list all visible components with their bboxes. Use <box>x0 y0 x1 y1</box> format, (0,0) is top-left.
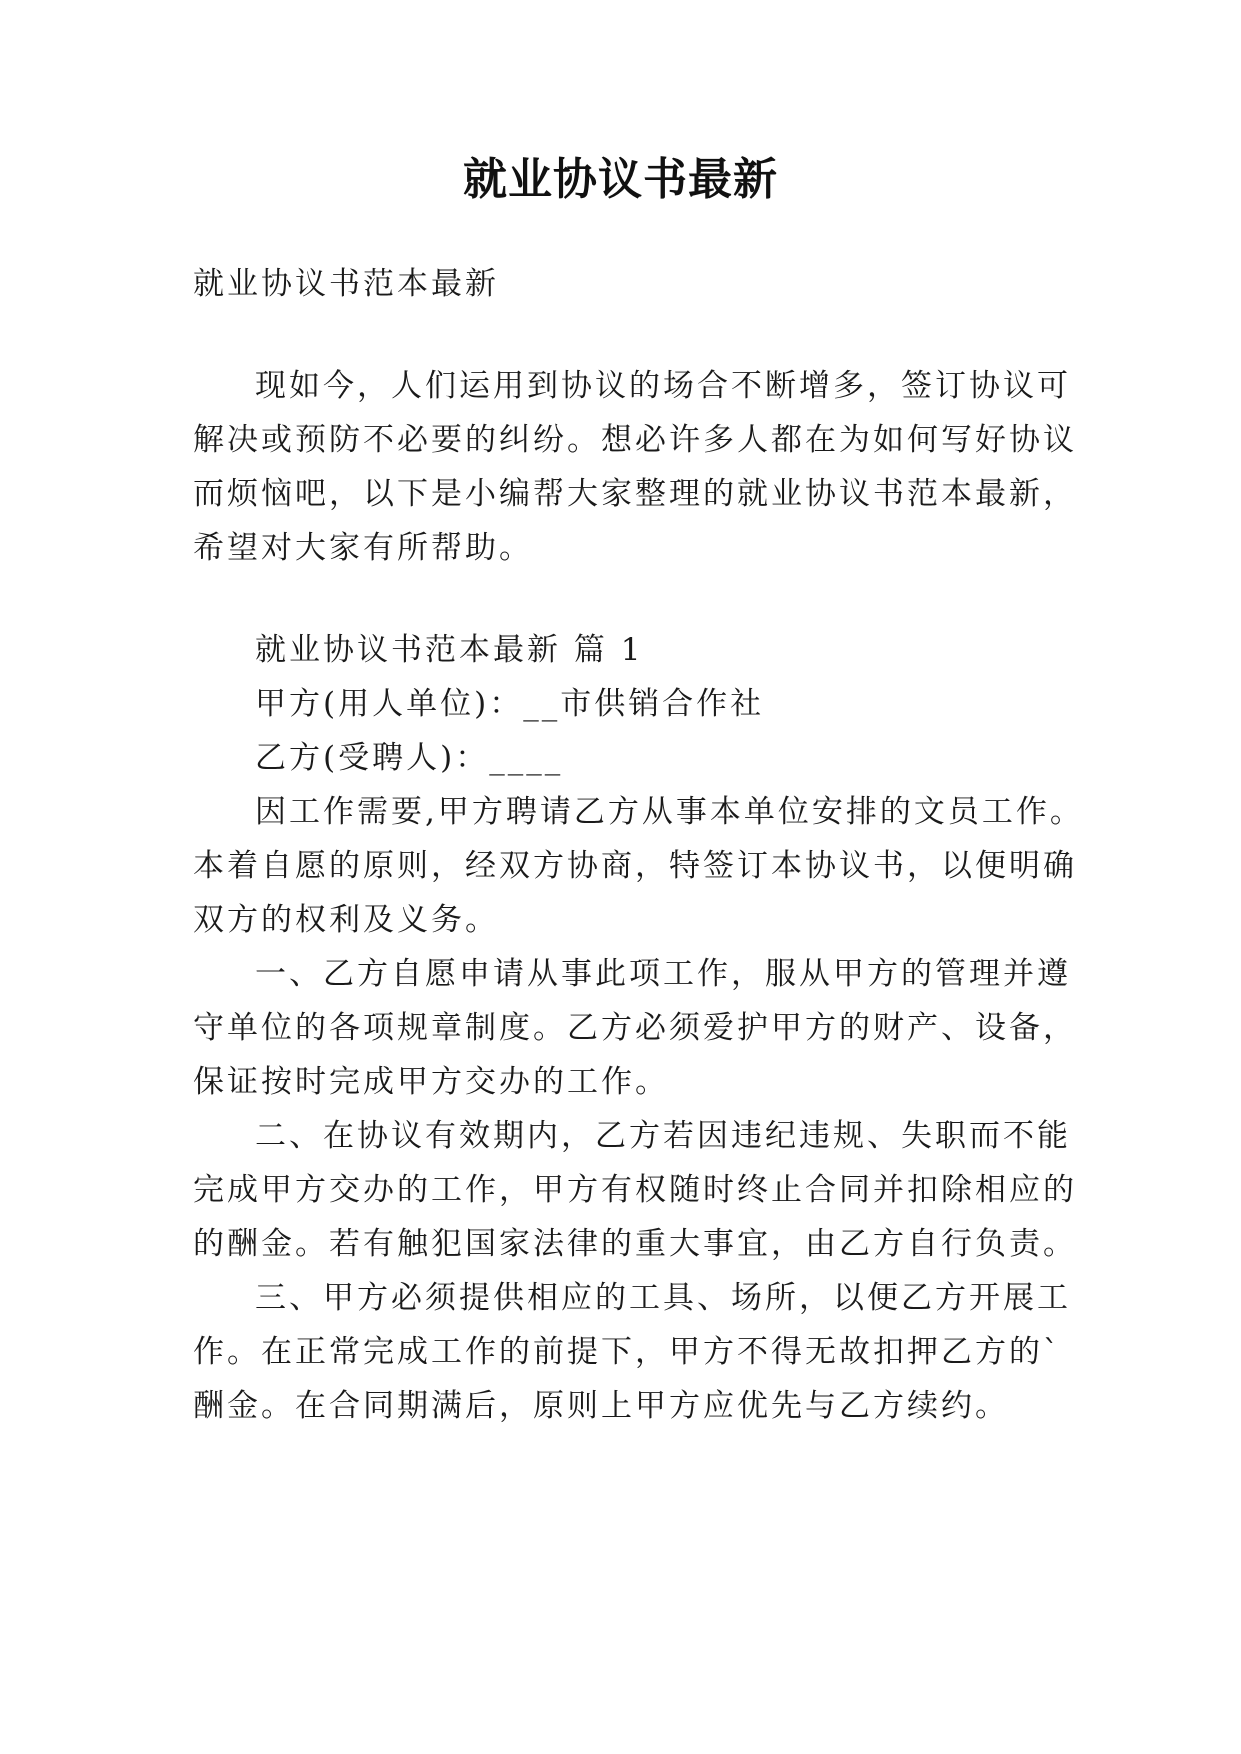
clause-1-line: 保证按时完成甲方交办的工作。 <box>193 1064 669 1100</box>
clause-2-line: 的酬金。若有触犯国家法律的重大事宜，由乙方自行负责。 <box>193 1226 1077 1262</box>
preamble-line: 双方的权利及义务。 <box>193 902 499 938</box>
section-heading: 就业协议书范本最新 篇 1 <box>255 632 644 668</box>
intro-line: 解决或预防不必要的纠纷。想必许多人都在为如何写好协议 <box>193 422 1077 458</box>
clause-3-line: 三、甲方必须提供相应的工具、场所，以便乙方开展工 <box>255 1280 1071 1316</box>
party-a-line: 甲方(用人单位)：__市供销合作社 <box>255 686 765 722</box>
intro-line: 希望对大家有所帮助。 <box>193 530 533 566</box>
clause-1-line: 守单位的各项规章制度。乙方必须爱护甲方的财产、设备， <box>193 1010 1077 1046</box>
clause-3-line: 酬金。在合同期满后，原则上甲方应优先与乙方续约。 <box>193 1388 1009 1424</box>
clause-1-line: 一、乙方自愿申请从事此项工作，服从甲方的管理并遵 <box>255 956 1071 992</box>
clause-2-line: 二、在协议有效期内，乙方若因违纪违规、失职而不能 <box>255 1118 1071 1154</box>
document-subtitle: 就业协议书范本最新 <box>193 266 499 302</box>
intro-line: 而烦恼吧，以下是小编帮大家整理的就业协议书范本最新， <box>193 476 1077 512</box>
preamble-line: 本着自愿的原则，经双方协商，特签订本协议书，以便明确 <box>193 848 1077 884</box>
party-b-line: 乙方(受聘人)：____ <box>255 740 564 776</box>
intro-line: 现如今，人们运用到协议的场合不断增多，签订协议可 <box>255 368 1071 404</box>
clause-3-line: 作。在正常完成工作的前提下，甲方不得无故扣押乙方的` <box>193 1334 1062 1370</box>
document-title: 就业协议书最新 <box>463 154 778 205</box>
clause-2-line: 完成甲方交办的工作，甲方有权随时终止合同并扣除相应的 <box>193 1172 1077 1208</box>
preamble-line: 因工作需要,甲方聘请乙方从事本单位安排的文员工作。 <box>255 794 1084 830</box>
